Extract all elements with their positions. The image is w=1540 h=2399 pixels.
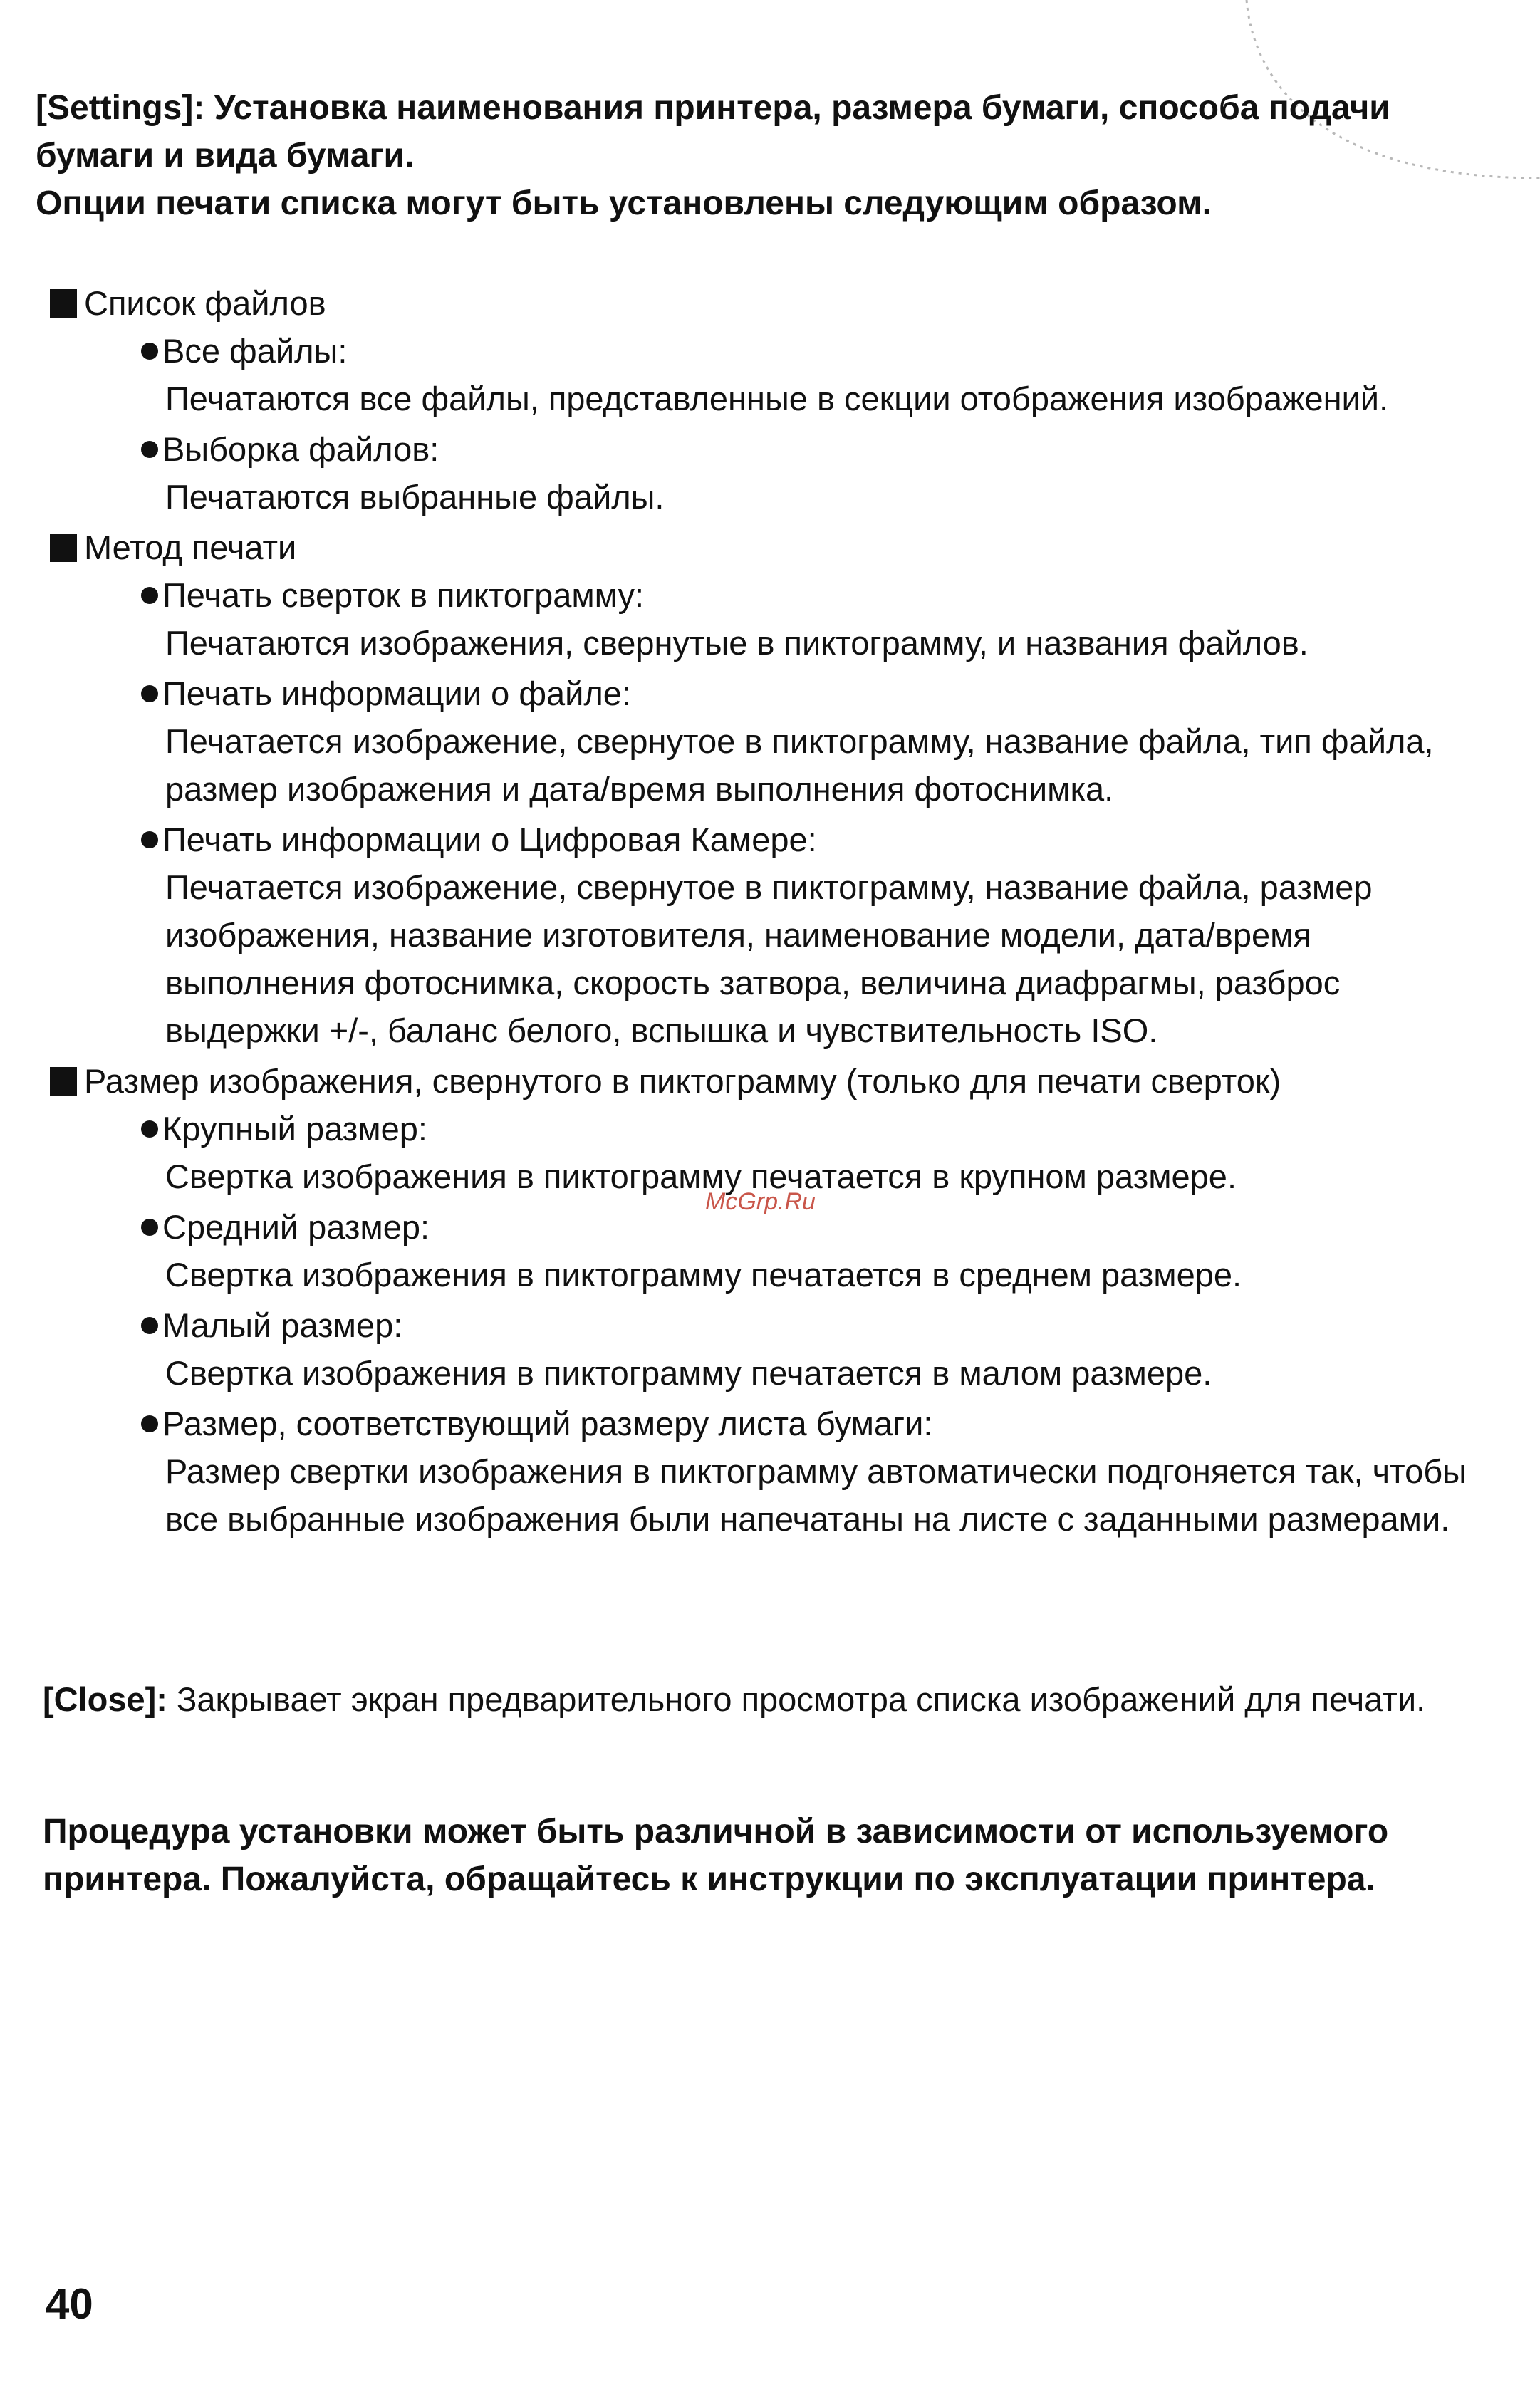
- item-description: Печатаются выбранные файлы.: [165, 478, 665, 516]
- section-print-method: [50, 524, 1503, 1054]
- item-description: Свертка изображения в пиктограмму печатается в крупном размере.: [165, 1157, 1237, 1195]
- section-heading: [50, 524, 1503, 571]
- watermark: McGrp.Ru: [705, 1188, 816, 1215]
- item-description: Печатаются все файлы, представленные в секции отображения изображений.: [165, 380, 1389, 417]
- intro-block: [36, 84, 1517, 227]
- settings-description: [Settings]: Установка наименования принтера, размера бумаги, способа подачи бумаги и вида бумаги.: [36, 89, 1390, 175]
- item-label: Все файлы:: [162, 332, 348, 370]
- list-item: [141, 425, 1503, 521]
- section-heading: [50, 279, 1503, 327]
- list-item: [141, 1400, 1503, 1543]
- close-text: Закрывает экран предварительного просмотра списка изображений для печати.: [177, 1680, 1426, 1718]
- list-item: [141, 1203, 1503, 1299]
- section-file-list: [50, 279, 1503, 521]
- list-item: [141, 1301, 1503, 1397]
- item-label: Печать информации о Цифровая Камере:: [162, 821, 817, 858]
- item-description: Печатается изображение, свернутое в пиктограмму, название файла, размер изображения, название изготовителя, наименование модели, дата/время выполнения фотоснимка, скорость затвора, величина диафрагмы, разброс выдержки +/-, баланс белого, вспышка и чувствительность ISO.: [165, 868, 1373, 1049]
- bullet-dot-icon: [141, 1219, 158, 1236]
- item-description: Печатается изображение, свернутое в пиктограмму, название файла, тип файла, размер изображения и дата/время выполнения фотоснимка.: [165, 722, 1434, 808]
- list-item: [141, 571, 1503, 667]
- bullet-dot-icon: [141, 441, 158, 458]
- bullet-dot-icon: [141, 831, 158, 848]
- bullet-dot-icon: [141, 685, 158, 702]
- item-label: Размер, соответствующий размеру листа бумаги:: [162, 1405, 933, 1442]
- item-label: Печать сверток в пиктограмму:: [162, 576, 645, 614]
- item-description: Размер свертки изображения в пиктограмму автоматически подгоняется так, чтобы все выбранные изображения были напечатаны на листе с заданными размерами.: [165, 1452, 1467, 1538]
- item-label: Средний размер:: [162, 1208, 430, 1246]
- square-bullet-icon: [50, 289, 77, 318]
- square-bullet-icon: [50, 1067, 77, 1096]
- item-description: Свертка изображения в пиктограмму печатается в среднем размере.: [165, 1256, 1242, 1294]
- bullet-dot-icon: [141, 343, 158, 360]
- bullet-dot-icon: [141, 1120, 158, 1138]
- options-description: Опции печати списка могут быть установлены следующим образом.: [36, 184, 1212, 222]
- section-heading: [50, 1057, 1503, 1105]
- list-item: [141, 327, 1503, 422]
- options-list: [50, 279, 1503, 1546]
- bullet-dot-icon: [141, 587, 158, 604]
- list-item: [141, 1105, 1503, 1200]
- close-keyword: [Close]:: [43, 1680, 167, 1718]
- section-heading-text: Список файлов: [84, 284, 326, 322]
- section-heading-text: Метод печати: [84, 529, 297, 566]
- section-thumbnail-size: [50, 1057, 1503, 1543]
- square-bullet-icon: [50, 534, 77, 562]
- list-item: [141, 670, 1503, 813]
- item-label: Печать информации о файле:: [162, 675, 631, 712]
- list-item: [141, 816, 1503, 1054]
- bullet-dot-icon: [141, 1415, 158, 1432]
- item-description: Печатаются изображения, свернутые в пиктограмму, и названия файлов.: [165, 624, 1309, 662]
- section-heading-text: Размер изображения, свернутого в пиктограмму (только для печати сверток): [84, 1062, 1281, 1100]
- printer-procedure-note: Процедура установки может быть различной в зависимости от используемого принтера. Пожалуйста, обращайтесь к инструкции по эксплуатации принтера.: [43, 1813, 1389, 1898]
- item-label: Малый размер:: [162, 1306, 403, 1344]
- item-label: Выборка файлов:: [162, 430, 439, 468]
- close-description: [43, 1675, 1496, 1723]
- item-description: Свертка изображения в пиктограмму печатается в малом размере.: [165, 1354, 1212, 1392]
- item-label: Крупный размер:: [162, 1110, 427, 1148]
- bullet-dot-icon: [141, 1317, 158, 1334]
- page-number: 40: [46, 2280, 93, 2328]
